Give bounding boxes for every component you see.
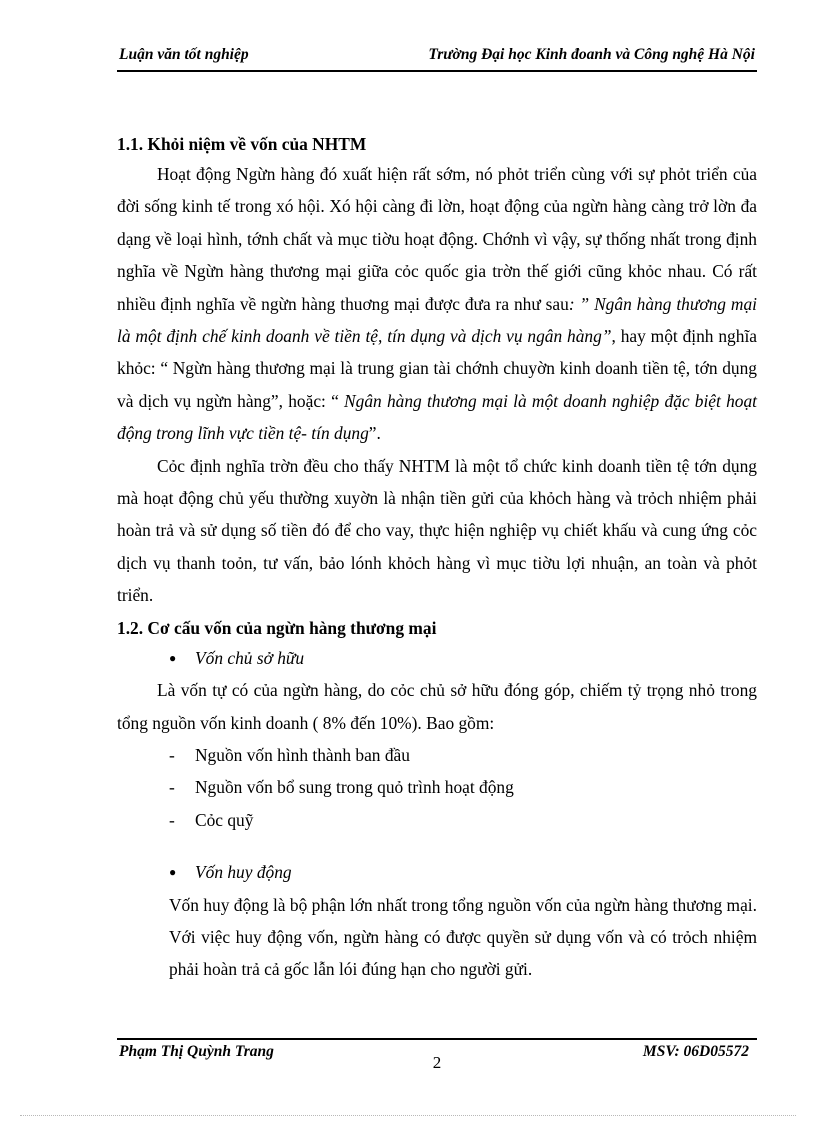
paragraph-text: , hay một định nghĩa khỏc: “ Ngừn hàng thương mại là trung gian tài chớnh chuyờn kinh doanh tiền tệ, tớn dụng và dịch vụ ngừn hàng”, hoặc: “: [117, 326, 757, 411]
dash-icon: -: [169, 809, 175, 830]
header-thesis-label: Luận văn tốt nghiệp: [119, 46, 249, 63]
paragraph-mobilized-capital: Vốn huy động là bộ phận lớn nhất trong tổng nguồn vốn của ngừn hàng thương mại. Với việc huy động vốn, ngừn hàng có được quyền sử dụng vốn và có trỏch nhiệm phải hoàn trả cả gốc lẫn lói đúng hạn cho người gửi.: [169, 894, 757, 980]
bullet-item: ● Vốn huy động: [117, 856, 757, 888]
page-number: 2: [432, 1053, 442, 1072]
section-heading-1-1: 1.1. Khỏi niệm về vốn của NHTM: [117, 134, 367, 154]
bullet-icon: ●: [169, 650, 177, 665]
paragraph-definitions: [117, 158, 757, 450]
footer-student-id: MSV: 06D05572: [642, 1043, 749, 1060]
list-item: - Nguồn vốn bổ sung trong quỏ trình hoạt động: [117, 771, 757, 803]
document-body: [117, 130, 757, 986]
page-bottom-divider: [20, 1115, 796, 1116]
page-header: [117, 44, 757, 72]
paragraph-text: ”.: [368, 423, 381, 444]
footer-author: Phạm Thị Quỳnh Trang: [119, 1043, 274, 1060]
dash-icon: -: [169, 777, 175, 798]
italic-quote: Ngân hàng thương mại là một doanh nghiệp đặc biệt hoạt động trong lĩnh vực tiền tệ- tín dụng: [117, 390, 757, 444]
dash-icon: -: [169, 744, 175, 765]
section-heading-1-2: 1.2. Cơ cấu vốn của ngừn hàng thương mại: [117, 617, 437, 638]
paragraph-summary: Cỏc định nghĩa trờn đều cho thấy NHTM là một tổ chức kinh doanh tiền tệ tớn dụng mà hoạt động chủ yếu thường xuyờn là nhận tiền gửi của khỏch hàng và trỏch nhiệm phải hoàn trả và sử dụng số tiền đó để cho vay, thực hiện nghiệp vụ chiết khấu và cung ứng cỏc dịch vụ thanh toỏn, tư vấn, bảo lónh khỏch hàng vì mục tiờu lợi nhuận, an toàn và phỏt triển.: [117, 455, 757, 606]
paragraph-text: Hoạt động Ngừn hàng đó xuất hiện rất sớm, nó phỏt triển cùng với sự phỏt triển của đời sống kinh tế trong xó hội. Xó hội càng đi lờn, hoạt động của ngừn hàng càng trở lờn đa dạng về loại hình, tớnh chất và mục tiờu hoạt động. Chớnh vì vậy, sự thống nhất trong định nghĩa về Ngừn hàng thương mại giữa cỏc quốc gia trờn thế giới cũng khỏc nhau. Có rất nhiều định nghĩa về ngừn hàng thuơng mại được đưa ra như sau: [117, 164, 757, 314]
paragraph-owner-capital: Là vốn tự có của ngừn hàng, do cỏc chủ sở hữu đóng góp, chiếm tỷ trọng nhỏ trong tổng nguồn vốn kinh doanh ( 8% đến 10%). Bao gồm:: [117, 680, 757, 733]
bullet-item: ● Vốn chủ sở hữu: [117, 642, 757, 674]
footer-rule: [117, 1038, 757, 1040]
list-item: - Nguồn vốn hình thành ban đầu: [117, 739, 757, 771]
page-footer: [117, 1041, 757, 1071]
italic-quote: : ” Ngân hàng thương mại là một định chế kinh doanh về tiền tệ, tín dụng và dịch vụ ngân hàng”: [117, 293, 757, 347]
bullet-icon: ●: [169, 865, 177, 880]
list-item: - Cỏc quỹ: [117, 804, 757, 836]
header-university-name: Trường Đại học Kinh đoanh và Công nghệ Hà Nội: [428, 46, 755, 63]
